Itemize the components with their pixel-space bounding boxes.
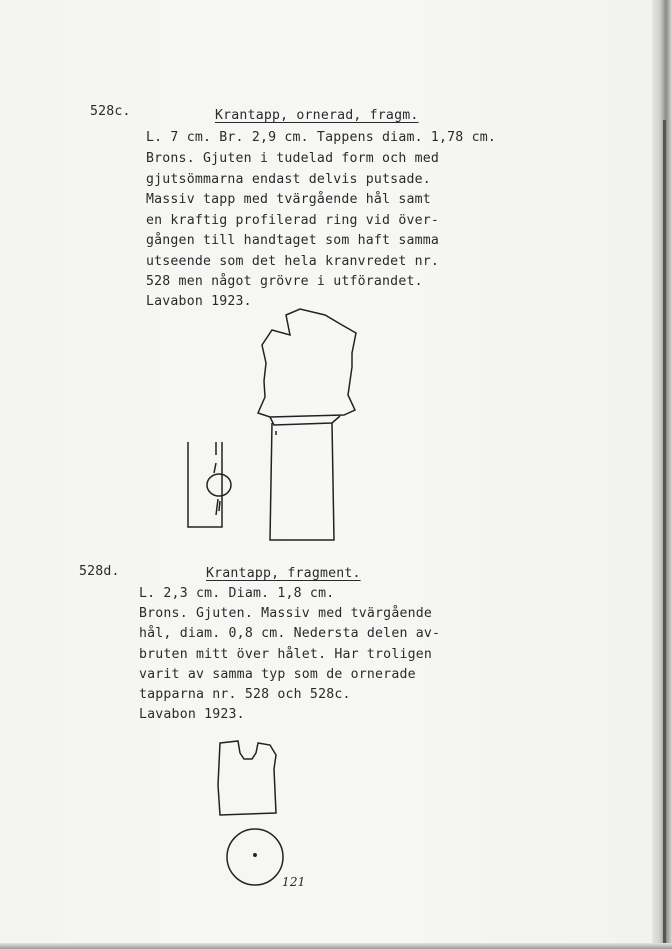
entry-line: L. 2,3 cm. Diam. 1,8 cm. xyxy=(139,586,335,601)
entry-line: gjutsömmarna endast delvis putsade. xyxy=(146,172,431,187)
entry-line: Massiv tapp med tvärgående hål samt xyxy=(146,192,431,207)
entry-line: tapparna nr. 528 och 528c. xyxy=(139,687,351,702)
entry-line: 528 men något grövre i utförandet. xyxy=(146,274,423,289)
entry-line: gången till handtaget som haft samma xyxy=(146,233,440,248)
page-edge-shadow xyxy=(652,0,672,949)
tap-sketch-528c xyxy=(180,305,370,550)
entry-line: varit av samma typ som de ornerade xyxy=(139,667,416,682)
entry-title: Krantapp, fragment. xyxy=(206,566,361,581)
entry-title: Krantapp, ornerad, fragm. xyxy=(215,108,419,123)
entry-line: en kraftig profilerad ring vid över- xyxy=(146,213,440,228)
entry-number: 528c. xyxy=(90,104,131,119)
entry-line: Lavabon 1923. xyxy=(146,294,252,309)
entry-number: 528d. xyxy=(79,564,120,579)
entry-line: L. 7 cm. Br. 2,9 cm. Tappens diam. 1,78 cm. xyxy=(146,130,497,145)
entry-line: Brons. Gjuten i tudelad form och med xyxy=(146,151,440,166)
entry-line: utseende som det hela kranvredet nr. xyxy=(146,254,440,269)
entry-line: hål, diam. 0,8 cm. Nedersta delen av- xyxy=(139,626,441,641)
binder-edge-line xyxy=(663,120,666,949)
entry-line: Lavabon 1923. xyxy=(139,707,245,722)
entry-line: bruten mitt över hålet. Har troligen xyxy=(139,647,433,662)
entry-line: Brons. Gjuten. Massiv med tvärgående xyxy=(139,606,433,621)
tap-sketch-528d xyxy=(210,735,300,885)
page-bottom-shadow xyxy=(0,943,672,949)
page-number: 121 xyxy=(282,875,306,889)
